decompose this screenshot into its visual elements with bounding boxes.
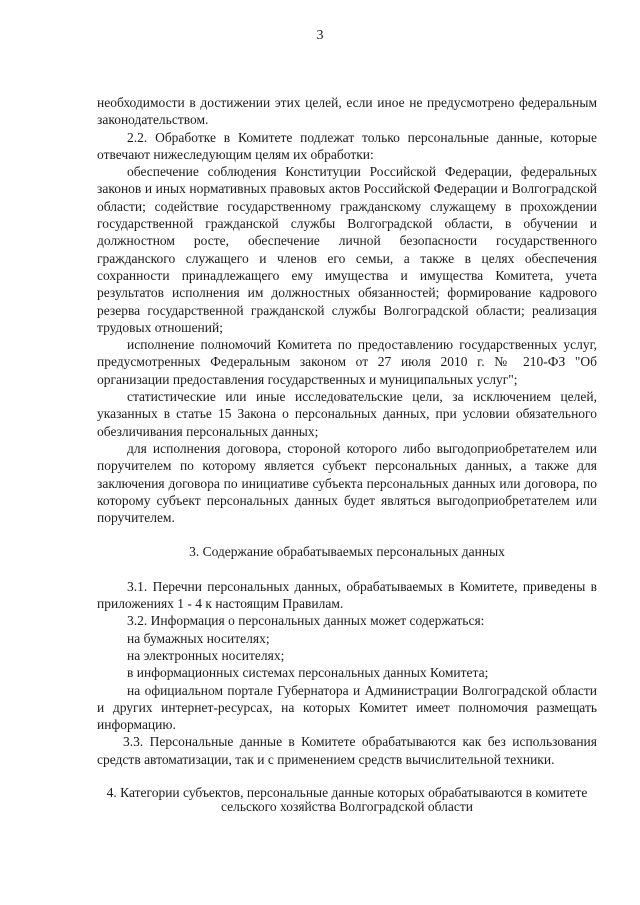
storage-official-portal: на официальном портале Губернатора и Администрации Волгоградской области и других интернет-ресурсах, на которых Комитет имеет полномочия размещать информацию. (97, 682, 597, 733)
storage-info-systems: в информационных системах персональных данных Комитета; (127, 665, 489, 681)
purpose-contract: для исполнения договора, стороной которого либо выгодоприобретателем или поручителем по которому является субъект персональных данных, а также для заключения договора по инициативе субъекта персональных данных или договора, по которому субъект персональных данных будет являться выгодоприобретателем или поручителем. (97, 440, 597, 526)
storage-electronic: на электронных носителях; (127, 647, 285, 663)
paragraph-continuation: необходимости в достижении этих целей, если иное не предусмотрено федеральным законодательством. (97, 95, 597, 128)
clause-2-2: 2.2. Обработке в Комитете подлежат только персональные данные, которые отвечают нижеследующим целям их обработки: (97, 129, 597, 162)
section-4-heading: 4. Категории субъектов, персональные данные которых обрабатываются в комитете сельского хозяйства Волгоградской области (106, 784, 588, 814)
storage-paper: на бумажных носителях; (127, 630, 270, 646)
clause-3-3: 3.3. Персональные данные в Комитете обрабатываются как без использования средств автоматизации, так и с применением средств вычислительной техники. (97, 734, 597, 767)
purpose-public-services: исполнение полномочий Комитета по предоставлению государственных услуг, предусмотренных Федеральным законом от 27 июля 2010 г. № 210-ФЗ "Об организации предоставления государственных и муниципальных услуг"; (97, 337, 597, 387)
purpose-constitution: обеспечение соблюдения Конституции Российской Федерации, федеральных законов и иных нормативных правовых актов Российской Федерации и Волгоградской области; содействие государственному гражданскому служащему в прохождении государственной гражданской службы Волгоградской области, в обучении и должностном росте, обеспечение личной безопасности государственного гражданского служащего и членов его семьи, а также в целях обеспечения сохранности принадлежащего ему имущества и имущества Комитета, учета результатов исполнения им должностных обязанностей; формирование кадрового резерва государственной гражданской службы Волгоградской области; реализация трудовых отношений; (97, 164, 597, 335)
section-3-heading: 3. Содержание обрабатываемых персональных данных (189, 544, 505, 560)
purpose-statistics: статистические или иные исследовательские цели, за исключением целей, указанных в статье 15 Закона о персональных данных, при условии обязательного обезличивания персональных данных; (97, 389, 597, 439)
clause-3-1: 3.1. Перечни персональных данных, обрабатываемых в Комитете, приведены в приложениях 1 - 4 к настоящим Правилам. (97, 578, 597, 612)
document-body (97, 94, 597, 814)
page-number: 3 (316, 28, 324, 43)
clause-3-2: 3.2. Информация о персональных данных может содержаться: (127, 613, 485, 629)
